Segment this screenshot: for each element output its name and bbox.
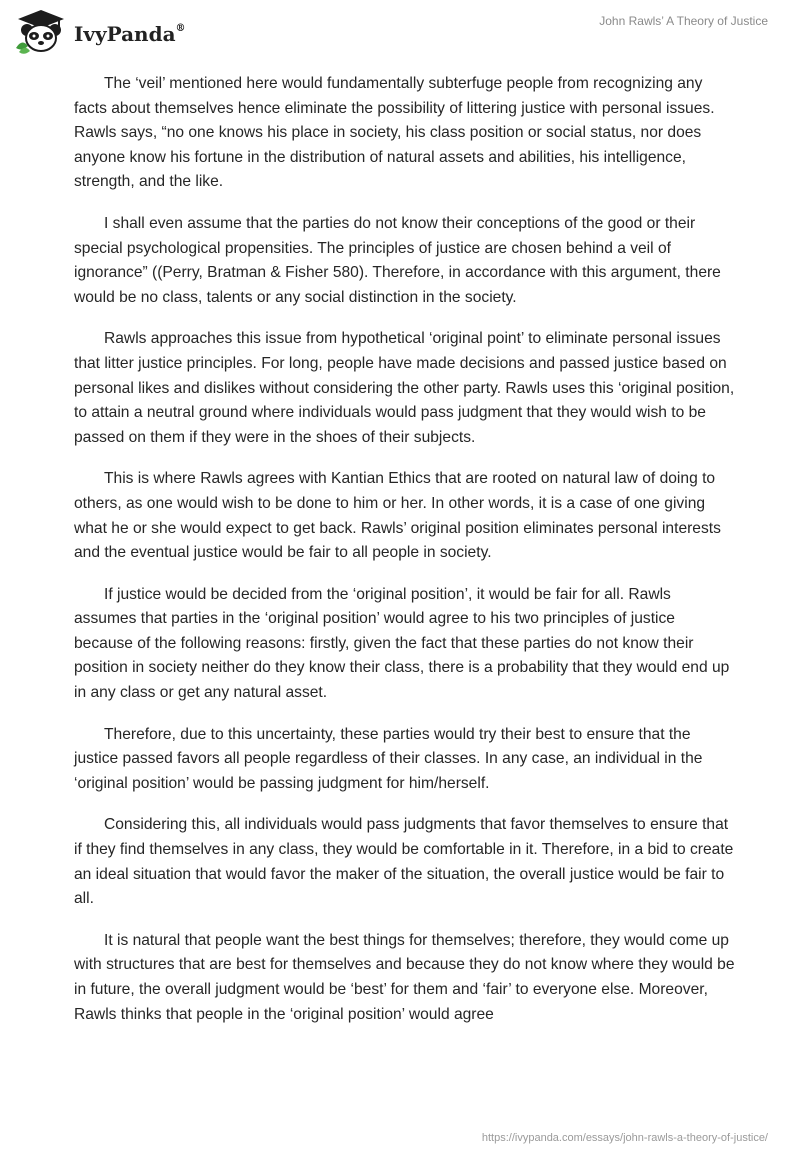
paragraph: It is natural that people want the best things for themselves; therefore, they would come up with structures that are best for themselves and because they do not know where they would be in future, the overall judgment would be ‘best’ for them and ‘fair’ to everyone else. Moreover, Rawls thinks that people in the ‘original position’ would agree: [74, 931, 735, 1023]
paragraph: The ‘veil’ mentioned here would fundamentally subterfuge people from recognizing any facts about themselves hence eliminate the possibility of littering justice with personal issues. Rawls says, “no one knows his place in society, his class position or social status, nor does anyone know his fortune in the distribution of natural assets and abilities, his intelligence, strength, and the like.: [74, 75, 715, 191]
essay-body: [74, 72, 736, 1044]
source-url[interactable]: https://ivypanda.com/essays/john-rawls-a-theory-of-justice/: [481, 1132, 768, 1144]
paragraph: This is where Rawls agrees with Kantian Ethics that are rooted on natural law of doing to others, as one would wish to be done to him or her. In other words, it is a case of one giving what he or she would expect to get back. Rawls’ original position eliminates personal interests and the eventual justice would be fair to all people in society.: [74, 470, 721, 562]
paragraph: Rawls approaches this issue from hypothetical ‘original point’ to eliminate personal issues that litter justice principles. For long, people have made decisions and passed justice based on personal likes and dislikes without considering the other party. Rawls uses this ‘original position, to attain a neutral ground where individuals would pass judgment that they would wish to be passed on them if they were in the shoes of their subjects.: [74, 330, 735, 446]
paragraph: I shall even assume that the parties do not know their conceptions of the good or their special psychological propensities. The principles of justice are chosen behind a veil of ignorance” ((Perry, Bratman & Fisher 580). Therefore, in accordance with this argument, there would be no class, talents or any social distinction in the society.: [74, 214, 721, 306]
document-title: John Rawls’ A Theory of Justice: [599, 14, 768, 28]
brand-logo[interactable]: [12, 8, 186, 56]
panda-graduate-icon: [12, 8, 70, 56]
paragraph: Therefore, due to this uncertainty, these parties would try their best to ensure that the justice passed favors all people regardless of their classes. In any case, an individual in the ‘original position’ would be passing judgment for him/herself.: [74, 725, 703, 792]
paragraph: If justice would be decided from the ‘original position’, it would be fair for all. Rawls assumes that parties in the ‘original position’ would agree to his two principles of justice because of the following reasons: firstly, given the fact that these parties do not know their position in society neither do they know their class, there is a probability that they would end up in any class or get any natural asset.: [74, 585, 730, 702]
paragraph: Considering this, all individuals would pass judgments that favor themselves to ensure that if they find themselves in any class, they would be comfortable in it. Therefore, in a bid to create an ideal situation that would favor the maker of the situation, the overall justice would be fair to all.: [74, 816, 734, 908]
page-header: [0, 0, 800, 60]
brand-name: IvyPanda®: [74, 22, 186, 46]
